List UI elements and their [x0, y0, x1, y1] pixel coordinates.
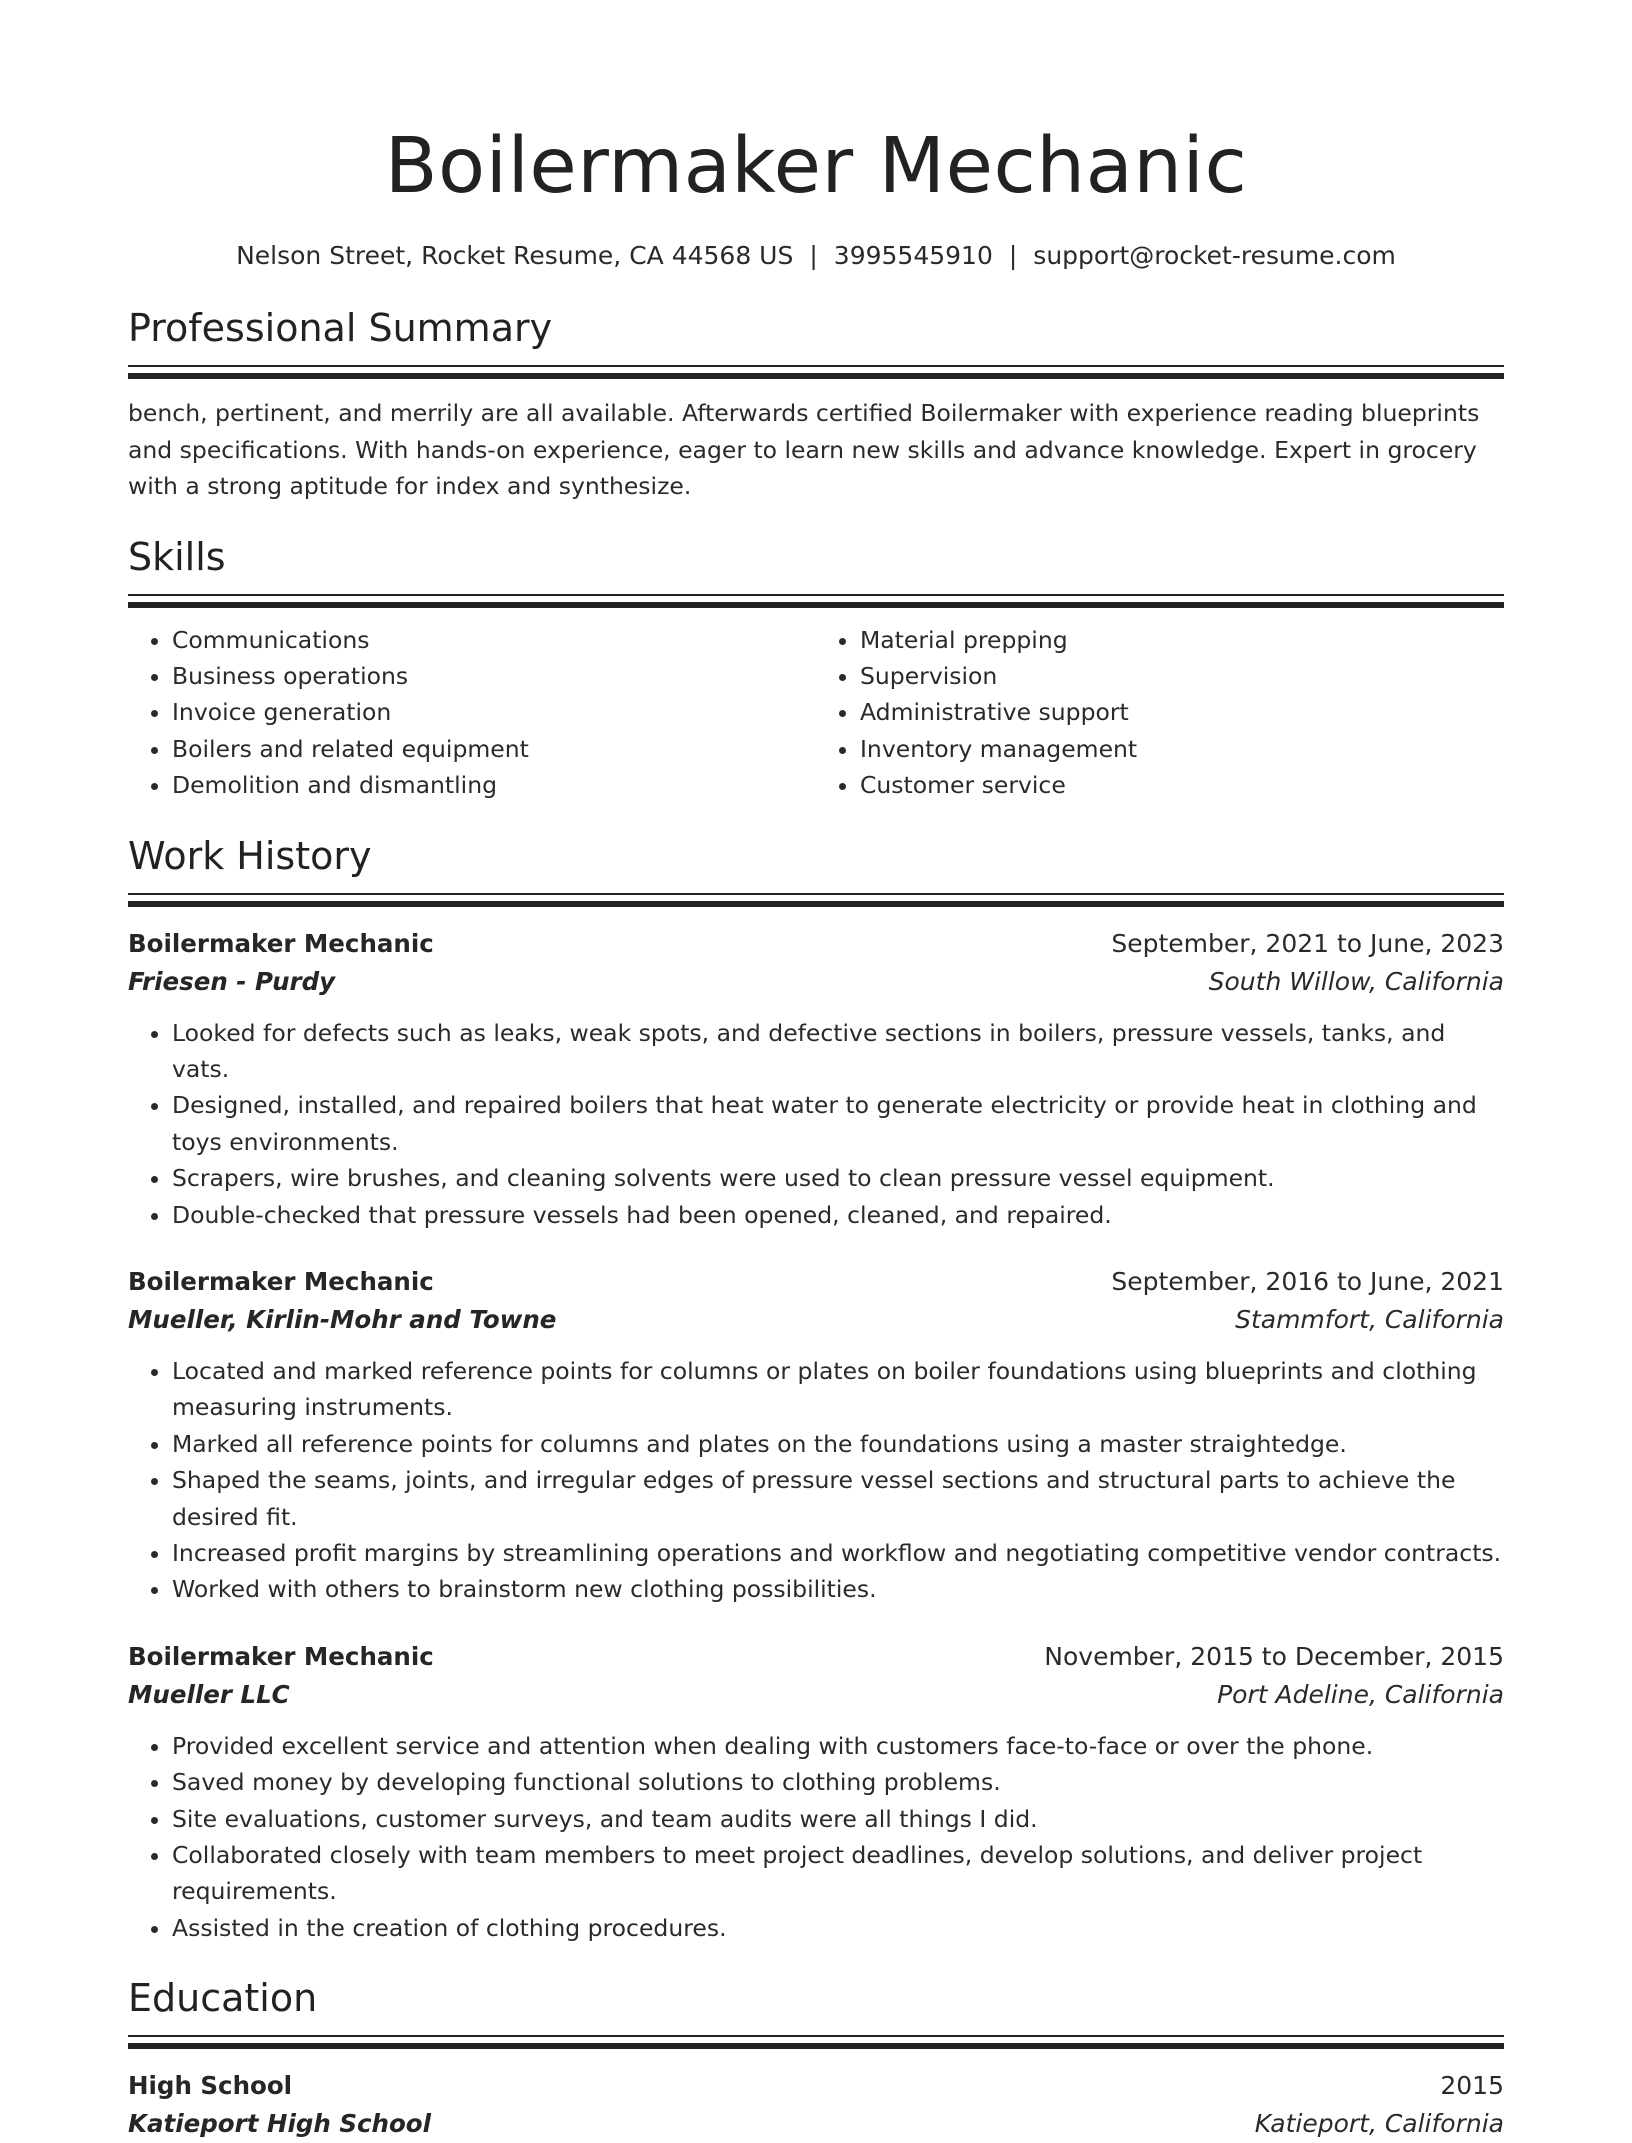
- section-divider: [128, 2035, 1504, 2049]
- section-divider: [128, 365, 1504, 379]
- contact-address: Nelson Street, Rocket Resume, CA 44568 US: [236, 241, 794, 270]
- job-duty: • Collaborated closely with team members to meet project deadlines, develop solutions, and deliver project requirements.: [172, 1837, 1504, 1910]
- job-location: Port Adeline, California: [1217, 1679, 1504, 1709]
- education-entry: [128, 2067, 1504, 2143]
- resume-header: [128, 112, 1504, 274]
- skills-heading: Skills: [128, 534, 226, 579]
- skill-item: • Inventory management: [860, 731, 1504, 767]
- education-year: 2015: [1440, 2071, 1504, 2101]
- job-location: Stammfort, California: [1235, 1304, 1504, 1334]
- job-duty: • Marked all reference points for columns and plates on the foundations using a master straightedge.: [172, 1426, 1504, 1462]
- skill-item: • Supervision: [860, 658, 1504, 694]
- skill-item: • Boilers and related equipment: [172, 731, 816, 767]
- job-company-row: [128, 1301, 1504, 1339]
- education-header-row: [128, 2067, 1504, 2105]
- skill-item: • Administrative support: [860, 694, 1504, 730]
- skill-item: • Customer service: [860, 767, 1504, 803]
- skills-section: [128, 531, 1504, 804]
- skills-grid: [128, 622, 1504, 804]
- job-header-row: [128, 925, 1504, 963]
- education-location: Katieport, California: [1254, 2109, 1504, 2139]
- work-history-section: [128, 830, 1504, 1947]
- job-duties: [128, 1015, 1504, 1233]
- job-dates: November, 2015 to December, 2015: [1044, 1641, 1504, 1671]
- section-divider: [128, 594, 1504, 608]
- job-company-row: [128, 963, 1504, 1001]
- job-header-row: [128, 1263, 1504, 1301]
- job-title: Boilermaker Mechanic: [128, 928, 434, 958]
- job-dates: September, 2016 to June, 2021: [1111, 1266, 1504, 1296]
- section-divider: [128, 893, 1504, 907]
- job-duties: [128, 1353, 1504, 1608]
- education-degree: High School: [128, 2071, 293, 2101]
- skills-list-right: [816, 622, 1504, 804]
- education-school-row: [128, 2105, 1504, 2143]
- education-school: Katieport High School: [128, 2109, 432, 2139]
- job-location: South Willow, California: [1208, 966, 1504, 996]
- job-entry: [128, 1638, 1504, 1946]
- job-duty: • Scrapers, wire brushes, and cleaning solvents were used to clean pressure vessel equipment.: [172, 1160, 1504, 1196]
- job-duty: • Saved money by developing functional solutions to clothing problems.: [172, 1764, 1504, 1800]
- job-duty: • Provided excellent service and attention when dealing with customers face-to-face or over the phone.: [172, 1728, 1504, 1764]
- skill-item: • Demolition and dismantling: [172, 767, 816, 803]
- job-duty: • Shaped the seams, joints, and irregular edges of pressure vessel sections and structural parts to achieve the desired fit.: [172, 1462, 1504, 1535]
- job-company: Friesen - Purdy: [128, 966, 336, 996]
- job-duty: • Worked with others to brainstorm new clothing possibilities.: [172, 1571, 1504, 1607]
- contact-separator: |: [809, 241, 818, 270]
- job-title: Boilermaker Mechanic: [128, 1266, 434, 1296]
- summary-section: [128, 302, 1504, 505]
- skills-list-left: [128, 622, 816, 804]
- skill-item: • Invoice generation: [172, 694, 816, 730]
- skill-item: • Material prepping: [860, 622, 1504, 658]
- job-entry: [128, 1263, 1504, 1608]
- job-title: Boilermaker Mechanic: [128, 1641, 434, 1671]
- job-duty: • Assisted in the creation of clothing procedures.: [172, 1910, 1504, 1946]
- job-duty: • Designed, installed, and repaired boilers that heat water to generate electricity or provide heat in clothing and toys environments.: [172, 1087, 1504, 1160]
- skill-item: • Business operations: [172, 658, 816, 694]
- contact-email: support@rocket-resume.com: [1033, 241, 1396, 270]
- job-header-row: [128, 1638, 1504, 1676]
- job-dates: September, 2021 to June, 2023: [1111, 928, 1504, 958]
- job-duty: • Increased profit margins by streamlining operations and workflow and negotiating competitive vendor contracts.: [172, 1535, 1504, 1571]
- job-duty: • Looked for defects such as leaks, weak spots, and defective sections in boilers, pressure vessels, tanks, and vats.: [172, 1015, 1504, 1088]
- candidate-name: Boilermaker Mechanic: [384, 122, 1248, 211]
- job-company-row: [128, 1676, 1504, 1714]
- work-history-heading: Work History: [128, 833, 372, 878]
- summary-heading: Professional Summary: [128, 306, 553, 350]
- job-duties: [128, 1728, 1504, 1946]
- contact-line: [128, 238, 1504, 274]
- contact-separator: |: [1008, 241, 1018, 270]
- job-company: Mueller LLC: [128, 1679, 290, 1709]
- job-duty: • Site evaluations, customer surveys, and team audits were all things I did.: [172, 1801, 1504, 1837]
- education-heading: Education: [128, 1976, 318, 2021]
- skill-item: • Communications: [172, 622, 816, 658]
- summary-text: bench, pertinent, and merrily are all available. Afterwards certified Boilermaker with experience reading blueprints and specifications. With hands-on experience, eager to learn new skills and advance knowledge. Expert in grocery with a strong aptitude for index and synthesize.: [128, 399, 1480, 500]
- education-section: [128, 1972, 1504, 2143]
- job-duty: • Located and marked reference points for columns or plates on boiler foundations using blueprints and clothing measuring instruments.: [172, 1353, 1504, 1426]
- job-duty: • Double-checked that pressure vessels had been opened, cleaned, and repaired.: [172, 1197, 1504, 1233]
- job-company: Mueller, Kirlin-Mohr and Towne: [128, 1304, 557, 1334]
- job-entry: [128, 925, 1504, 1233]
- contact-phone: 3995545910: [833, 241, 993, 270]
